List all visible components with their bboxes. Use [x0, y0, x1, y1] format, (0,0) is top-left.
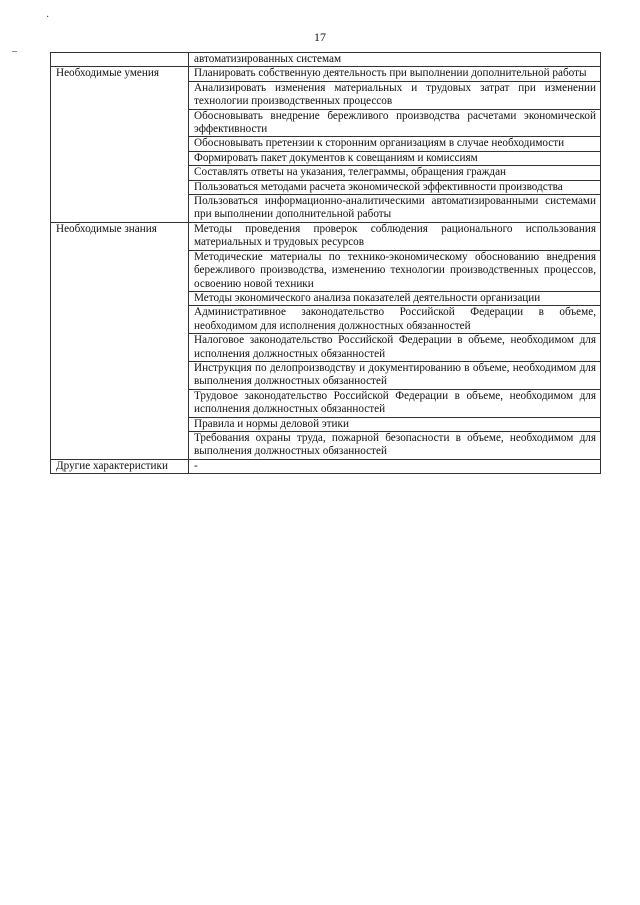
item-cell: Планировать собственную деятельность при выполнении дополнительной работы	[189, 67, 601, 81]
margin-mark: –	[12, 46, 17, 57]
item-cell: Административное законодательство Российской Федерации в объеме, необходимом для исполнения должностных обязанностей	[189, 306, 601, 334]
skills-table-body	[51, 53, 601, 474]
category-cell	[51, 53, 189, 67]
table-row	[51, 67, 601, 81]
category-cell: Другие характеристики	[51, 459, 189, 473]
category-cell: Необходимые умения	[51, 67, 189, 222]
item-cell: Обосновывать внедрение бережливого производства расчетами экономической эффективности	[189, 109, 601, 137]
item-cell: Составлять ответы на указания, телеграммы, обращения граждан	[189, 166, 601, 180]
item-cell: Инструкция по делопроизводству и документированию в объеме, необходимом для выполнения должностных обязанностей	[189, 361, 601, 389]
item-cell: Обосновывать претензии к сторонним организациям в случае необходимости	[189, 137, 601, 151]
item-cell: Правила и нормы деловой этики	[189, 417, 601, 431]
skills-table	[50, 52, 601, 474]
item-cell: Анализировать изменения материальных и трудовых затрат при изменении технологии производственных процессов	[189, 81, 601, 109]
table-row	[51, 53, 601, 67]
item-cell: Методы экономического анализа показателей деятельности организации	[189, 291, 601, 305]
item-cell: Методы проведения проверок соблюдения рационального использования материальных и трудовых ресурсов	[189, 222, 601, 250]
item-cell: -	[189, 459, 601, 473]
item-cell: Трудовое законодательство Российской Федерации в объеме, необходимом для исполнения должностных обязанностей	[189, 389, 601, 417]
table-row	[51, 459, 601, 473]
table-row	[51, 222, 601, 250]
item-cell: Требования охраны труда, пожарной безопасности в объеме, необходимом для выполнения должностных обязанностей	[189, 431, 601, 459]
item-cell: Формировать пакет документов к совещаниям и комиссиям	[189, 151, 601, 165]
item-cell: Методические материалы по технико-экономическому обоснованию внедрения бережливого производства, изменению технологии производственных процессов, освоению новой техники	[189, 250, 601, 291]
item-cell: Пользоваться методами расчета экономической эффективности производства	[189, 180, 601, 194]
category-cell: Необходимые знания	[51, 222, 189, 459]
margin-mark: ·	[46, 12, 50, 23]
item-cell: Пользоваться информационно-аналитическими автоматизированными системами при выполнении дополнительной работы	[189, 195, 601, 223]
item-cell: автоматизированных системам	[189, 53, 601, 67]
page-number: 17	[314, 30, 326, 44]
item-cell: Налоговое законодательство Российской Федерации в объеме, необходимом для исполнения должностных обязанностей	[189, 334, 601, 362]
